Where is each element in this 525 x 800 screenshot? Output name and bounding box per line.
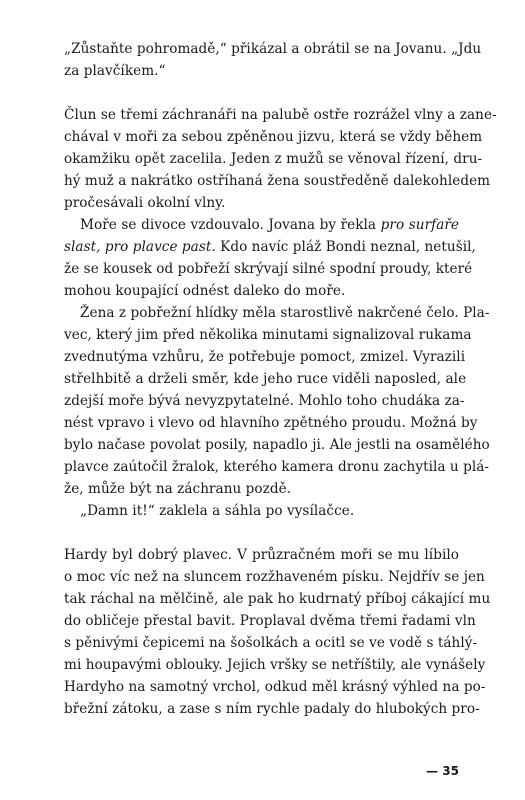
text-line: s pěnivými čepicemi na šošolkách a ocitl se ve vodě s táhlý- [64,635,478,651]
text-line: Hardyho na samotný vrchol, odkud měl krásný výhled na po- [64,679,486,695]
text-line [64,236,476,258]
text-line: chával v moři za sebou zpěněnou jizvu, která se vždy během [64,129,483,145]
text-line: tak ráchal na mělčině, ale pak ho kudrnatý příboj cákající mu [64,591,491,607]
text-line: že se kousek od pobřeží skrývají silné spodní proudy, které [64,261,473,277]
text-line: Člun se třemi záchranáři na palubě ostře rozrážel vlny a zane- [64,107,497,123]
text-line: „Damn it!“ zaklela a sáhla po vysílačce. [80,503,355,519]
text-line: okamžiku opět zacelila. Jeden z mužů se věnoval řízení, dru- [64,151,483,167]
book-page [64,38,497,778]
text-line: mi houpavými oblouky. Jejich vršky se netříštily, ale vynášely [64,657,486,673]
text-run: Moře se divoce vzdouvalo. Jovana by řekla [80,217,381,233]
text-line: o moc víc než na sluncem rozžhaveném písku. Nejdřív se jen [64,569,485,585]
text-line: mohou koupající odnést daleko do moře. [64,283,346,299]
text-line: hý muž a nakrátko ostříhaná žena soustředěně dalekohledem [64,173,491,189]
italic-phrase: pro surfaře [380,217,460,233]
text-line: za plavčíkem.“ [64,63,166,79]
text-line: břežní zátoku, a zase s ním rychle padaly do hlubokých pro- [64,701,480,717]
text-line: že, může být na záchranu pozdě. [64,481,292,497]
text-line: vec, který jim před několika minutami signalizoval rukama [64,327,472,343]
page-number: — 35 [426,764,459,778]
text-run: Kdo navíc pláž Bondi neznal, netušil, [215,239,476,255]
text-line [80,214,459,236]
text-line: zvednutýma vzhůru, že potřebuje pomoct, zmizel. Vyrazili [64,349,466,365]
text-line: nést vpravo i vlevo od hlavního zpětného proudu. Možná by [64,415,478,431]
text-line: do obličeje přestal bavit. Proplaval dvěma třemi řadami vln [64,613,476,629]
text-line: Hardy byl dobrý plavec. V průzračném moři se mu líbilo [64,547,459,563]
text-line: plavce zaútočil žralok, kterého kamera dronu zachytila u plá- [64,459,490,475]
text-line: pročesávali okolní vlny. [64,195,226,211]
text-line: „Zůstaňte pohromadě,“ přikázal a obrátil se na Jovanu. „Jdu [64,41,482,57]
text-line: Žena z pobřežní hlídky měla starostlivě nakrčené čelo. Pla- [80,305,490,321]
text-line: bylo načase povolat posily, napadlo ji. Ale jestli na osamělého [64,437,490,453]
italic-phrase: slast, pro plavce past. [64,239,216,255]
text-line: střelhbitě a drželi směr, kde jeho ruce viděli naposled, ale [64,371,467,387]
text-line: zdejší moře bývá nevyzpytatelné. Mohlo toho chudáka za- [64,393,465,409]
